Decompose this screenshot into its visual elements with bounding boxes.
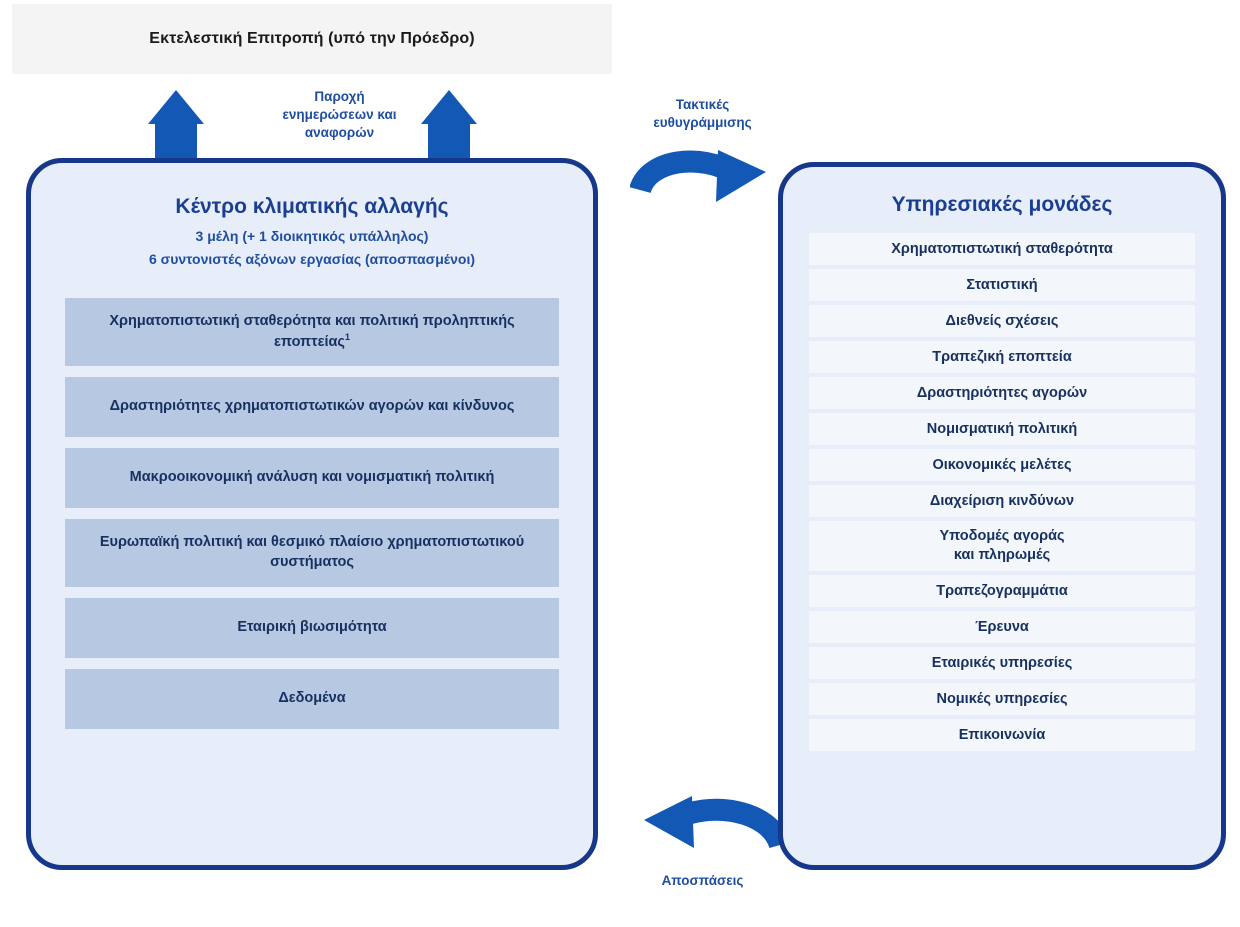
business-area-label: Επικοινωνία xyxy=(958,726,1046,743)
workstream-row xyxy=(65,519,559,587)
business-area-label: Διεθνείς σχέσεις xyxy=(945,312,1059,329)
climate-centre-sub1: 3 μέλη (+ 1 διοικητικός υπάλληλος) xyxy=(195,228,429,244)
business-area-label: Στατιστική xyxy=(966,276,1038,293)
curved-arrow-to-units-icon xyxy=(630,150,790,240)
business-area-row xyxy=(809,647,1195,679)
business-area-row xyxy=(809,485,1195,517)
caption-secondment xyxy=(615,872,790,890)
business-area-label: Νομισματική πολιτική xyxy=(926,420,1078,437)
business-area-label: Τραπεζογραμμάτια xyxy=(936,582,1068,599)
business-area-row xyxy=(809,377,1195,409)
workstream-label: Ευρωπαϊκή πολιτική και θεσμικό πλαίσιο χρηματοπιστωτικού συστήματος xyxy=(99,534,525,570)
caption-alignment-line1: Τακτικές xyxy=(675,97,730,112)
workstream-label: Δεδομένα xyxy=(278,690,346,707)
executive-board-box xyxy=(12,4,612,74)
business-area-label: Δραστηριότητες αγορών xyxy=(916,384,1088,401)
business-area-label-line2: και πληρωμές xyxy=(953,547,1051,563)
business-area-label: Έρευνα xyxy=(975,618,1029,635)
business-area-row xyxy=(809,449,1195,481)
business-areas-panel xyxy=(778,162,1226,870)
climate-centre-sub2: 6 συντονιστές αξόνων εργασίας (αποσπασμένοι) xyxy=(148,251,476,267)
business-area-label: Εταιρικές υπηρεσίες xyxy=(931,654,1073,671)
business-area-row xyxy=(809,611,1195,643)
climate-change-centre-panel xyxy=(26,158,598,870)
workstream-row xyxy=(65,598,559,658)
caption-alignment xyxy=(615,96,790,132)
business-area-label: Υποδομές αγοράς xyxy=(939,528,1065,545)
curved-arrow-to-center-icon xyxy=(630,790,790,880)
business-area-row xyxy=(809,413,1195,445)
business-area-label: Οικονομικές μελέτες xyxy=(932,456,1072,473)
climate-centre-title: Κέντρο κλιματικής αλλαγής xyxy=(175,195,449,218)
business-area-label: Τραπεζική εποπτεία xyxy=(932,348,1072,365)
caption-reports-line2: ενημερώσεων και xyxy=(282,107,397,123)
workstream-label: Εταιρική βιωσιμότητα xyxy=(237,619,387,636)
business-area-row xyxy=(809,719,1195,751)
business-area-row xyxy=(809,521,1195,571)
caption-reports xyxy=(252,88,427,143)
business-area-row xyxy=(809,341,1195,373)
business-area-row xyxy=(809,269,1195,301)
caption-reports-line1: Παροχή xyxy=(314,89,365,104)
caption-alignment-line2: ευθυγράμμισης xyxy=(653,115,752,131)
workstream-row xyxy=(65,298,559,366)
footnote-marker: 1 xyxy=(344,332,350,343)
climate-centre-workstream-list xyxy=(65,298,559,729)
business-area-row xyxy=(809,233,1195,265)
business-area-row xyxy=(809,683,1195,715)
business-area-row xyxy=(809,575,1195,607)
workstream-row xyxy=(65,669,559,729)
workstream-row xyxy=(65,377,559,437)
workstream-label: Μακροοικονομική ανάλυση και νομισματική πολιτική xyxy=(129,469,495,486)
business-area-label: Χρηματοπιστωτική σταθερότητα xyxy=(891,240,1113,257)
caption-reports-line3: αναφορών xyxy=(304,125,375,141)
workstream-label: Χρηματοπιστωτική σταθερότητα και πολιτική προληπτικής εποπτείας xyxy=(109,312,515,350)
business-area-row xyxy=(809,305,1195,337)
business-area-label: Διαχείριση κινδύνων xyxy=(929,492,1075,509)
business-areas-title: Υπηρεσιακές μονάδες xyxy=(891,193,1113,216)
executive-board-label: Εκτελεστική Επιτροπή (υπό την Πρόεδρο) xyxy=(149,30,475,47)
workstream-row xyxy=(65,448,559,508)
business-area-label: Νομικές υπηρεσίες xyxy=(936,690,1068,707)
business-areas-list xyxy=(809,233,1195,751)
caption-secondment-label: Αποσπάσεις xyxy=(661,873,744,888)
workstream-label: Δραστηριότητες χρηματοπιστωτικών αγορών και κίνδυνος xyxy=(109,398,515,415)
